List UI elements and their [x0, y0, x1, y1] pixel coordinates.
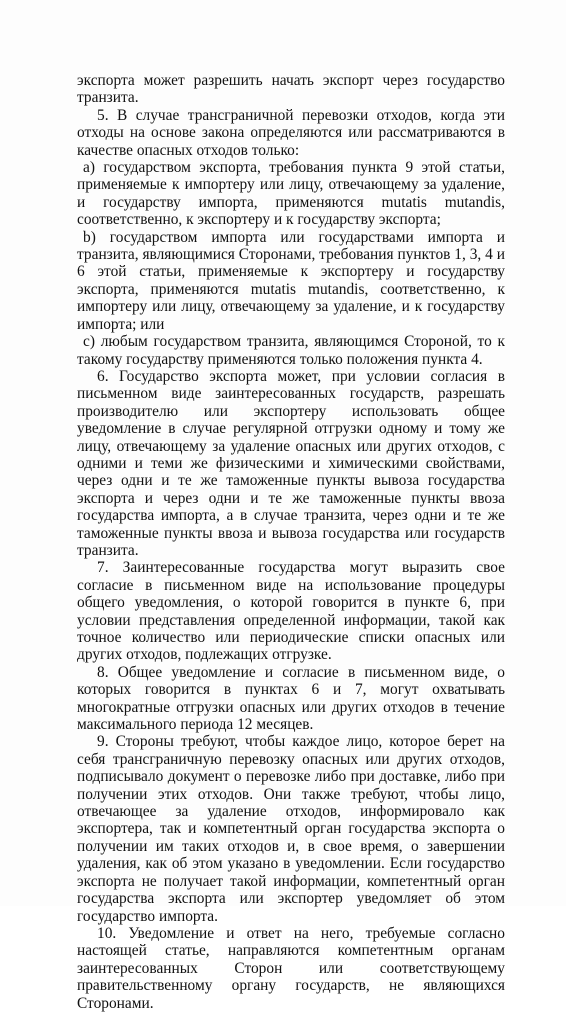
paragraph-continuation: экспорта может разрешить начать экспорт через государство транзита.: [77, 72, 505, 107]
subparagraph-c: c) любым государством транзита, являющимся Стороной, то к такому государству применяются только положения пункта 4.: [77, 333, 505, 368]
document-body: [77, 72, 505, 1012]
paragraph-9: 9. Стороны требуют, чтобы каждое лицо, которое берет на себя трансграничную перевозку опасных или других отходов, подписывало документ о перевозке либо при доставке, либо при получении этих отходов. Они также требуют, чтобы лицо, отвечающее за удаление отходов, информировало как экспортера, так и компетентный орган государства экспорта о получении им таких отходов и, в свое время, о завершении удаления, как об этом указано в уведомлении. Если государство экспорта не получает такой информации, компетентный орган государства экспорта или экспортер уведомляет об этом государство импорта.: [77, 733, 505, 925]
paragraph-5: 5. В случае трансграничной перевозки отходов, когда эти отходы на основе закона определяются или рассматриваются в качестве опасных отходов только:: [77, 106, 505, 159]
paragraph-8: 8. Общее уведомление и согласие в письменном виде, о которых говорится в пунктах 6 и 7, могут охватывать многократные отгрузки опасных или других отходов в течение максимального периода 12 месяцев.: [77, 663, 505, 734]
paragraph-7: 7. Заинтересованные государства могут выразить свое согласие в письменном виде на использование процедуры общего уведомления, о которой говорится в пункте 6, при условии представления определенной информации, такой как точное количество или периодические списки опасных или других отходов, подлежащих отгрузке.: [77, 559, 505, 664]
paragraph-6: 6. Государство экспорта может, при условии согласия в письменном виде заинтересованных государств, разрешать производителю или экспортеру использовать общее уведомление в случае регулярной отгрузки одному и тому же лицу, отвечающему за удаление опасных или других отходов, с одними и теми же физическими и химическими свойствами, через одни и те же таможенные пункты вывоза государства экспорта и через одни и те же таможенные пункты ввоза государства импорта, а в случае транзита, через одни и те же таможенные пункты ввоза и вывоза государства или государств транзита.: [77, 367, 505, 559]
paragraph-10: 10. Уведомление и ответ на него, требуемые согласно настоящей статье, направляются компетентным органам заинтересованных Сторон или соответствующему правительственному органу государств, не являющихся Сторонами.: [77, 924, 505, 1012]
subparagraph-a: а) государством экспорта, требования пункта 9 этой статьи, применяемые к импортеру или лицу, отвечающему за удаление, и государству импорта, применяются mutatis mutandis, соответственно, к экспортеру и к государству экспорта;: [77, 159, 505, 229]
subparagraph-b: b) государством импорта или государствами импорта и транзита, являющимися Сторонами, требования пунктов 1, 3, 4 и 6 этой статьи, применяемые к экспортеру и государству экспорта, применяются mutatis mutandis, соответственно, к импортеру или лицу, отвечающему за удаление, и к государству импорта; или: [77, 228, 505, 333]
